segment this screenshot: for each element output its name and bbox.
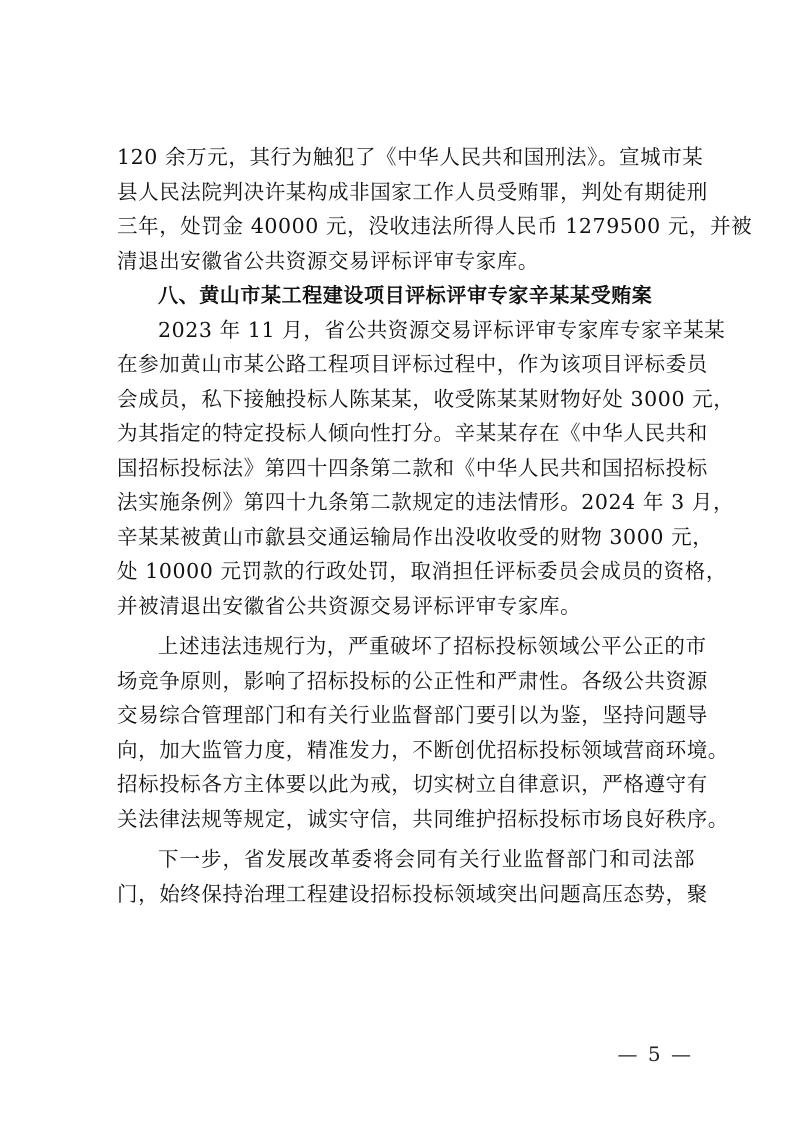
text-line: 向，加大监管力度，精准发力，不断创优招标投标领域营商环境。	[117, 737, 729, 762]
text-line: 招标投标各方主体要以此为戒，切实树立自律意识，严格遵守有	[117, 772, 708, 796]
text-line: 为其指定的特定投标人倾向性打分。辛某某存在《中华人民共和	[117, 421, 708, 445]
text-line: 120 余万元，其行为触犯了《中华人民共和国刑法》。宣城市某	[117, 145, 704, 169]
text-line: 国招标投标法》第四十四条第二款和《中华人民共和国招标投标	[117, 455, 708, 480]
text-line: 关法律法规等规定，诚实守信，共同维护招标投标市场良好秩序。	[117, 806, 729, 831]
text-line: 县人民法院判决许某构成非国家工作人员受贿罪，判处有期徒刑	[117, 179, 708, 204]
text-line: 场竞争原则，影响了招标投标的公正性和严肃性。各级公共资源	[117, 668, 708, 693]
paragraph-2	[117, 313, 735, 624]
page-number: — 5 —	[617, 1042, 693, 1066]
paragraph-1	[117, 140, 753, 278]
text-line: 清退出安徽省公共资源交易评标评审专家库。	[117, 248, 539, 273]
text-line: 三年，处罚金 40000 元，没收违法所得人民币 1279500 元，并被	[117, 214, 753, 238]
section-heading: 八、黄山市某工程建设项目评标评审专家辛某某受贿案	[158, 283, 653, 307]
text-line: 并被清退出安徽省公共资源交易评标评审专家库。	[117, 593, 582, 618]
text-line: 交易综合管理部门和有关行业监督部门要引以为鉴，坚持问题导	[117, 703, 708, 727]
paragraph-4	[117, 842, 708, 911]
text-line: 辛某某被黄山市歙县交通运输局作出没收收受的财物 3000 元，	[117, 524, 714, 549]
text-line: 法实施条例》第四十九条第二款规定的违法情形。2024 年 3 月，	[117, 490, 735, 514]
text-line: 2023 年 11 月，省公共资源交易评标评审专家库专家辛某某	[158, 317, 726, 342]
text-line: 下一步，省发展改革委将会同有关行业监督部门和司法部	[158, 847, 695, 871]
text-line: 会成员，私下接触投标人陈某某，收受陈某某财物好处 3000 元，	[117, 386, 735, 411]
text-line: 门，始终保持治理工程建设招标投标领域突出问题高压态势，聚	[117, 881, 708, 906]
paragraph-3	[117, 629, 729, 836]
document-body	[117, 140, 753, 911]
text-line: 在参加黄山市某公路工程项目评标过程中，作为该项目评标委员	[117, 352, 708, 376]
text-line: 上述违法违规行为，严重破坏了招标投标领域公平公正的市	[158, 634, 707, 658]
text-line: 处 10000 元罚款的行政处罚，取消担任评标委员会成员的资格，	[117, 559, 727, 583]
